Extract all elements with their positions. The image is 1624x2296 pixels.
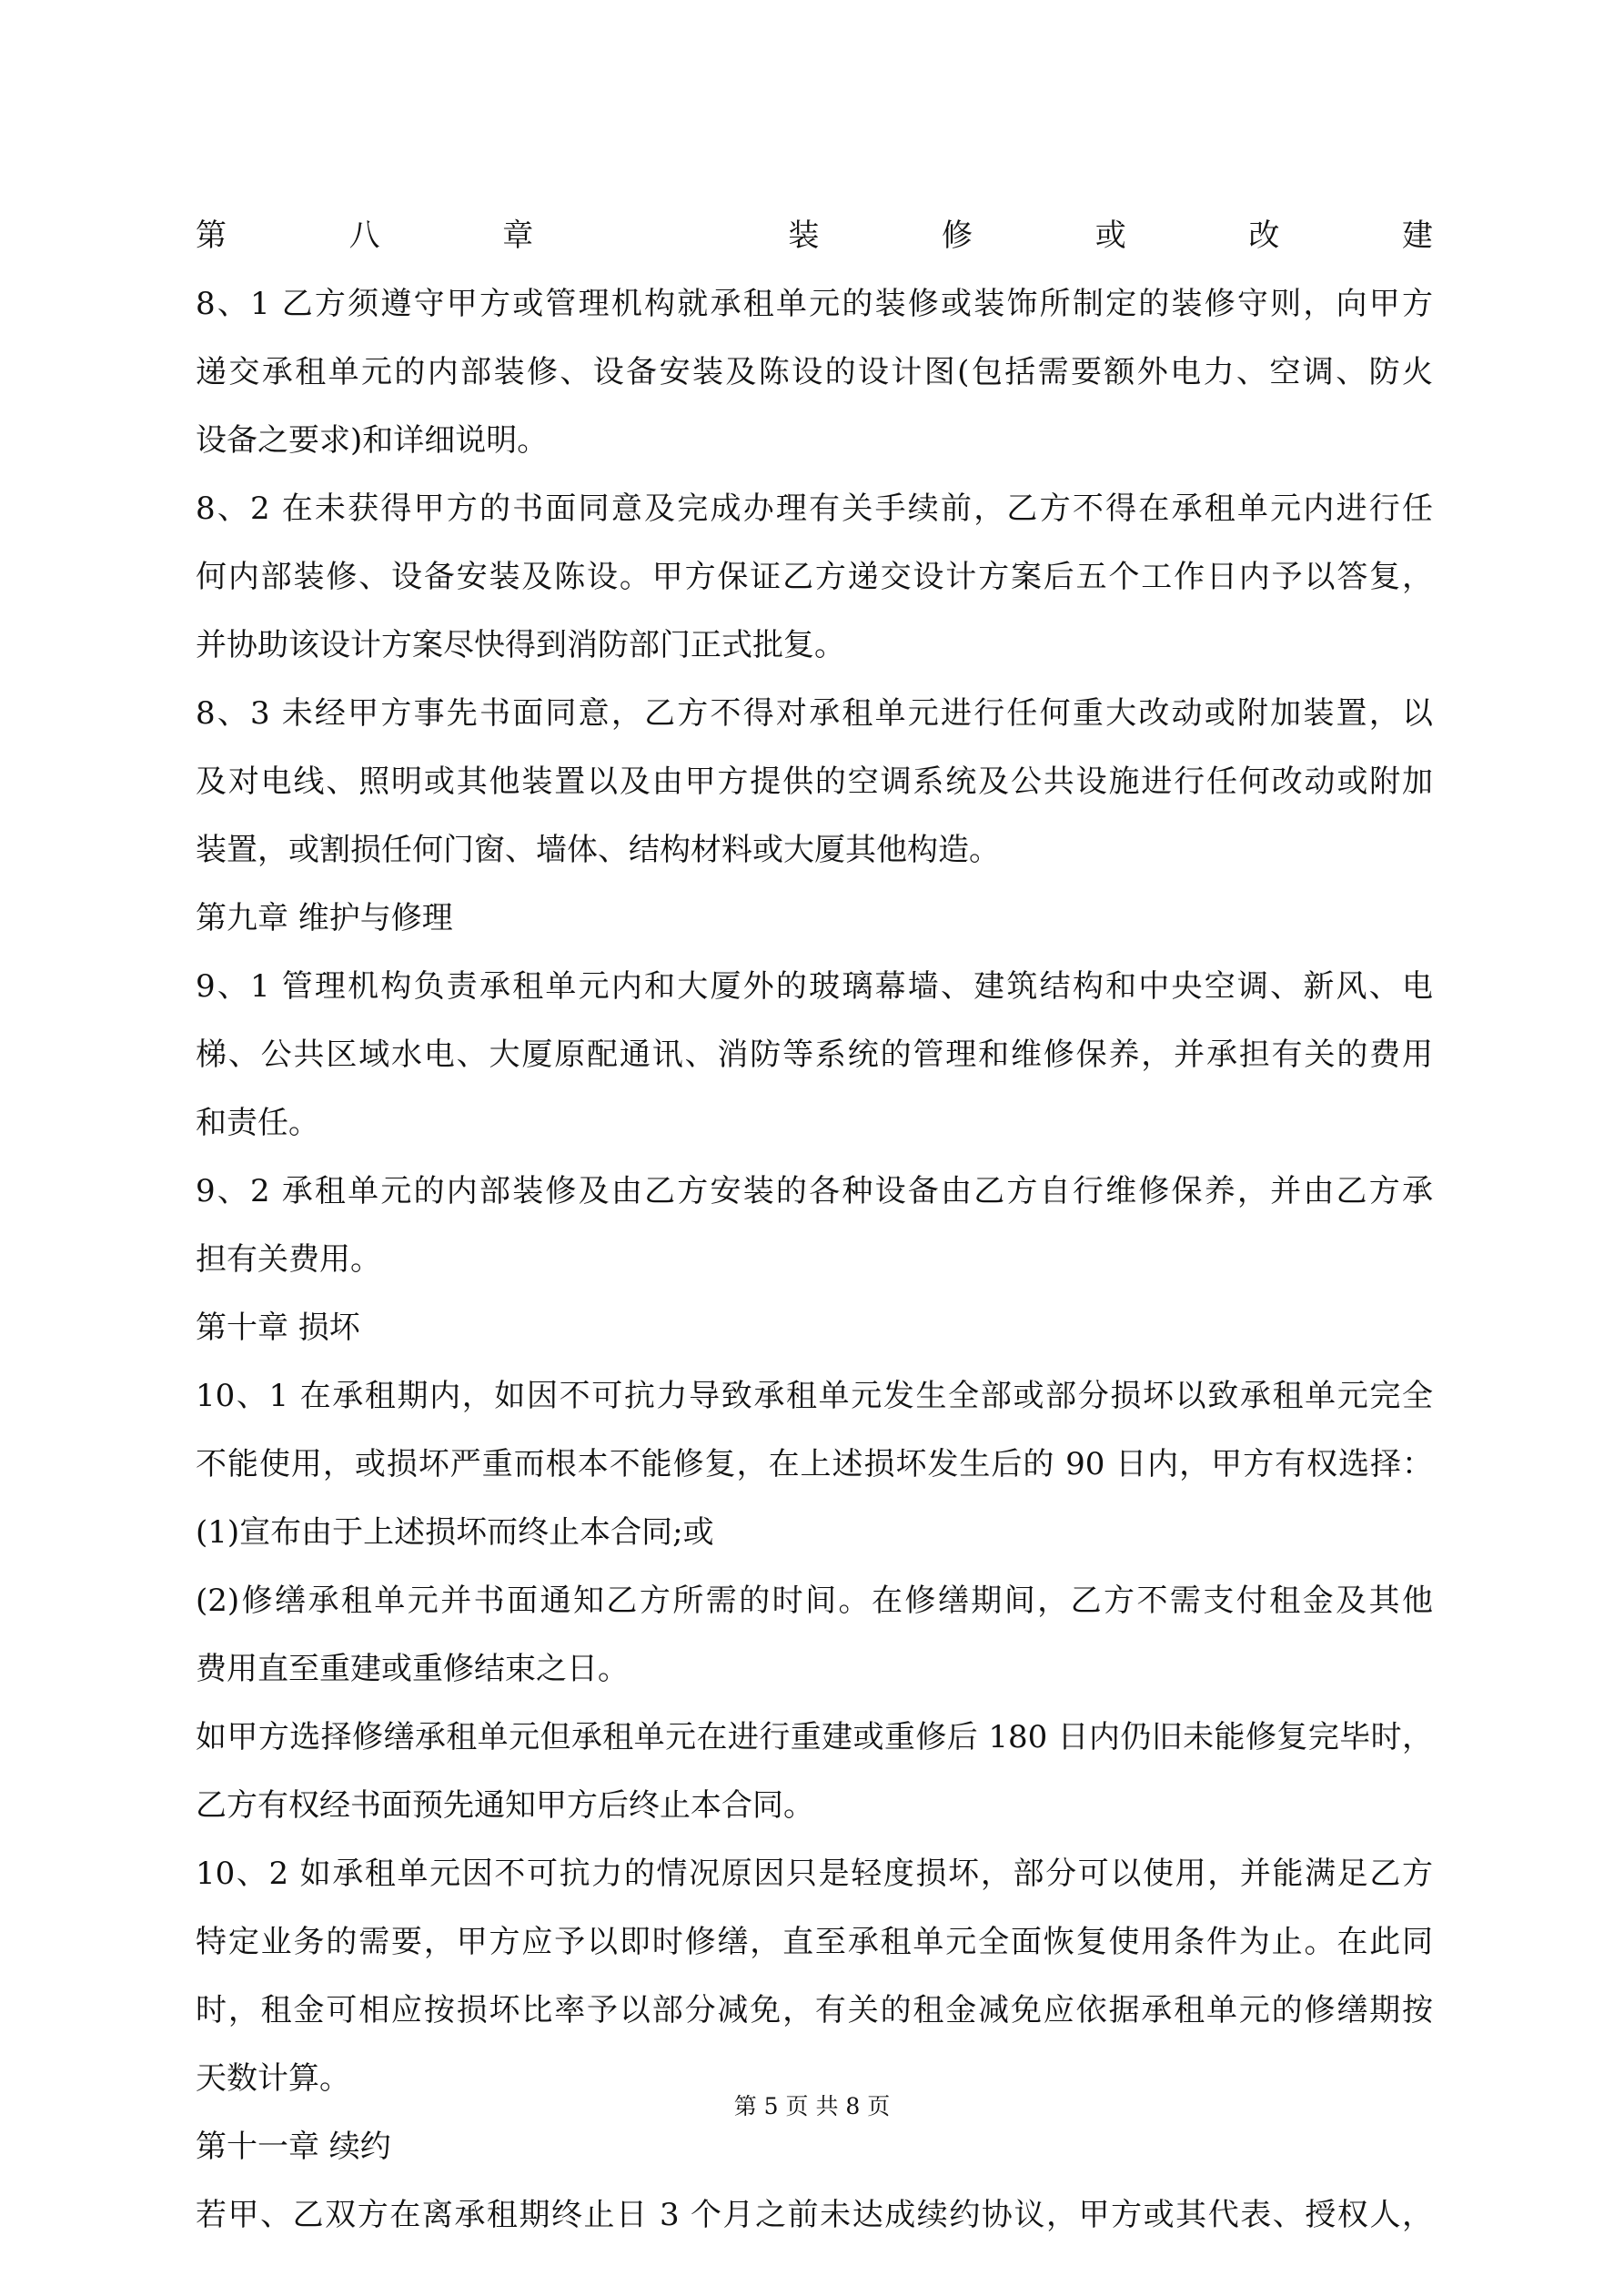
text-line: 费用直至重建或重修结束之日。 [196, 1651, 629, 1687]
text-line: (2)修缮承租单元并书面通知乙方所需的时间。在修缮期间，乙方不需支付租金及其他 [196, 1583, 1433, 1619]
chapter-10-heading: 第十章 损坏 [196, 1310, 360, 1346]
text-line: 如甲方选择修缮承租单元但承租单元在进行重建或重修后 180 日内仍旧未能修复完毕时， [196, 1719, 1433, 1755]
chapter-8-heading: 第八章 装修或改建 [196, 217, 1433, 254]
page-number-footer: 第 5 页 共 8 页 [733, 2093, 891, 2119]
chapter-11-heading: 第十一章 续约 [196, 2129, 391, 2165]
text-line: 何内部装修、设备安装及陈设。甲方保证乙方递交设计方案后五个工作日内予以答复， [196, 559, 1433, 595]
text-line: 天数计算。 [196, 2060, 350, 2097]
text-line: 乙方有权经书面预先通知甲方后终止本合同。 [196, 1787, 814, 1824]
text-line: 10、2 如承租单元因不可抗力的情况原因只是轻度损坏，部分可以使用，并能满足乙方 [196, 1856, 1433, 1892]
text-line: 8、3 未经甲方事先书面同意，乙方不得对承租单元进行任何重大改动或附加装置，以 [196, 695, 1433, 732]
text-line: 及对电线、照明或其他装置以及由甲方提供的空调系统及公共设施进行任何改动或附加 [196, 764, 1433, 800]
text-line: 并协助该设计方案尽快得到消防部门正式批复。 [196, 627, 845, 663]
text-line: (1)宣布由于上述损坏而终止本合同;或 [196, 1514, 714, 1551]
text-line: 不能使用，或损坏严重而根本不能修复，在上述损坏发生后的 90 日内，甲方有权选择： [196, 1446, 1433, 1482]
chapter-9-heading: 第九章 维护与修理 [196, 900, 453, 936]
text-line: 装置，或割损任何门窗、墙体、结构材料或大厦其他构造。 [196, 832, 1000, 868]
text-line: 设备之要求)和详细说明。 [196, 422, 549, 459]
text-line: 时，租金可相应按损坏比率予以部分减免，有关的租金减免应依据承租单元的修缮期按 [196, 1992, 1433, 2028]
text-line: 8、2 在未获得甲方的书面同意及完成办理有关手续前，乙方不得在承租单元内进行任 [196, 491, 1433, 527]
text-line: 特定业务的需要，甲方应予以即时修缮，直至承租单元全面恢复使用条件为止。在此同 [196, 1924, 1433, 1960]
text-line: 8、1 乙方须遵守甲方或管理机构就承租单元的装修或装饰所制定的装修守则，向甲方 [196, 286, 1433, 322]
text-line: 梯、公共区域水电、大厦原配通讯、消防等系统的管理和维修保养，并承担有关的费用 [196, 1037, 1433, 1073]
text-line: 10、1 在承租期内，如因不可抗力导致承租单元发生全部或部分损坏以致承租单元完全 [196, 1378, 1433, 1414]
text-line: 若甲、乙双方在离承租期终止日 3 个月之前未达成续约协议，甲方或其代表、授权人， [196, 2197, 1433, 2233]
text-line: 递交承租单元的内部装修、设备安装及陈设的设计图(包括需要额外电力、空调、防火 [196, 354, 1433, 390]
text-line: 9、1 管理机构负责承租单元内和大厦外的玻璃幕墙、建筑结构和中央空调、新风、电 [196, 968, 1433, 1005]
document-body [196, 202, 1433, 2250]
text-line: 担有关费用。 [196, 1241, 381, 1278]
text-line: 和责任。 [196, 1105, 319, 1141]
text-line: 9、2 承租单元的内部装修及由乙方安装的各种设备由乙方自行维修保养，并由乙方承 [196, 1173, 1433, 1209]
